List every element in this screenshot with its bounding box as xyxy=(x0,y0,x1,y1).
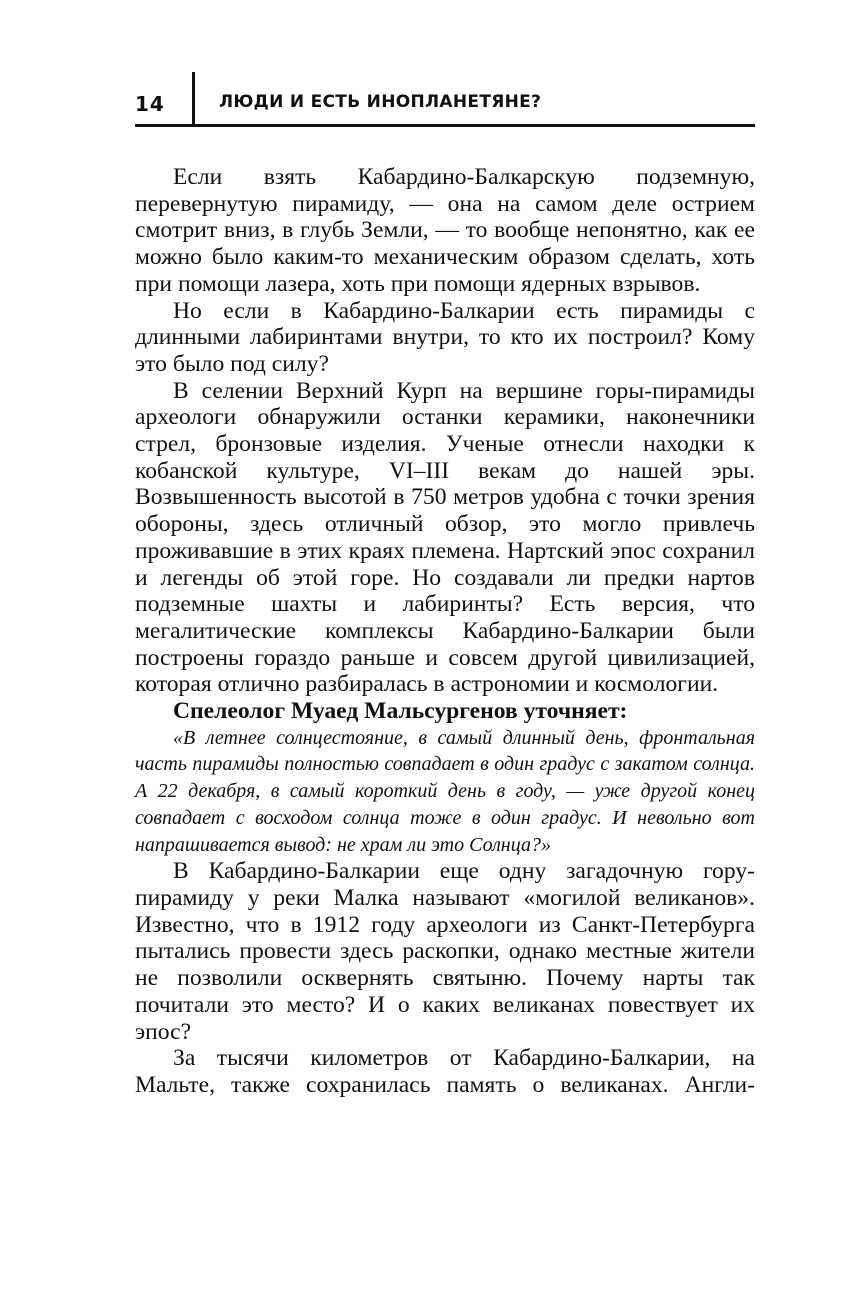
speaker-intro: Спелеолог Муаед Мальсургенов уточняет: xyxy=(173,698,628,725)
body-text xyxy=(135,164,755,1099)
paragraph: За тысячи километров от Кабардино-Балкарии, на Мальте, также сохранилась память о великанах. Англи- xyxy=(135,1045,755,1098)
page-number: 14 xyxy=(135,92,165,116)
page-header xyxy=(135,72,755,127)
quotation: «В летнее солнцестояние, в самый длинный день, фронтальная часть пирамиды полностью совпадает в один градус с закатом солнца. А 22 декабря, в самый короткий день в году, — уже другой конец совпадает с восходом солнца тоже в один градус. И невольно вот напрашивается вывод: не храм ли это Солнца?» xyxy=(135,726,755,856)
paragraph: В селении Верхний Курп на вершине горы-пирамиды археологи обнаружили останки керамики, наконечники стрел, бронзовые изделия. Ученые отнесли находки к кобанской культуре, VI–III векам до нашей эры. Возвышенность высотой в 750 метров удобна с точки зрения обороны, здесь отличный обзор, это могло привлечь проживавшие в этих краях племена. Нартский эпос сохранил и легенды об этой горе. Но создавали ли предки нартов подземные шахты и лабиринты? Есть версия, что мегалитические комплексы Кабардино-Балкарии были построены гораздо раньше и совсем другой цивилизацией, которая отлично разбиралась в астрономии и космологии. xyxy=(135,377,755,698)
running-title: ЛЮДИ И ЕСТЬ ИНОПЛАНЕТЯНЕ? xyxy=(219,92,542,112)
paragraph: В Кабардино-Балкарии еще одну загадочную гору-пирамиду у реки Малка называют «могилой великанов». Известно, что в 1912 году археологи из Санкт-Петербурга пытались провести здесь раскопки, однако местные жители не позволили осквернять святыню. Почему нарты так почитали это место? И о каких великанах повествует их эпос? xyxy=(135,858,755,1045)
paragraph: Но если в Кабардино-Балкарии есть пирамиды с длинными лабиринтами внутри, то кто их построил? Кому это было под силу? xyxy=(135,297,755,377)
header-divider xyxy=(192,72,195,127)
header-rule xyxy=(135,124,755,127)
paragraph: Если взять Кабардино-Балкарскую подземную, перевернутую пирамиду, — она на самом деле острием смотрит вниз, в глубь Земли, — то вообще непонятно, как ее можно было каким-то механическим образом сделать, хоть при помощи лазера, хоть при помощи ядерных взрывов. xyxy=(135,164,755,297)
